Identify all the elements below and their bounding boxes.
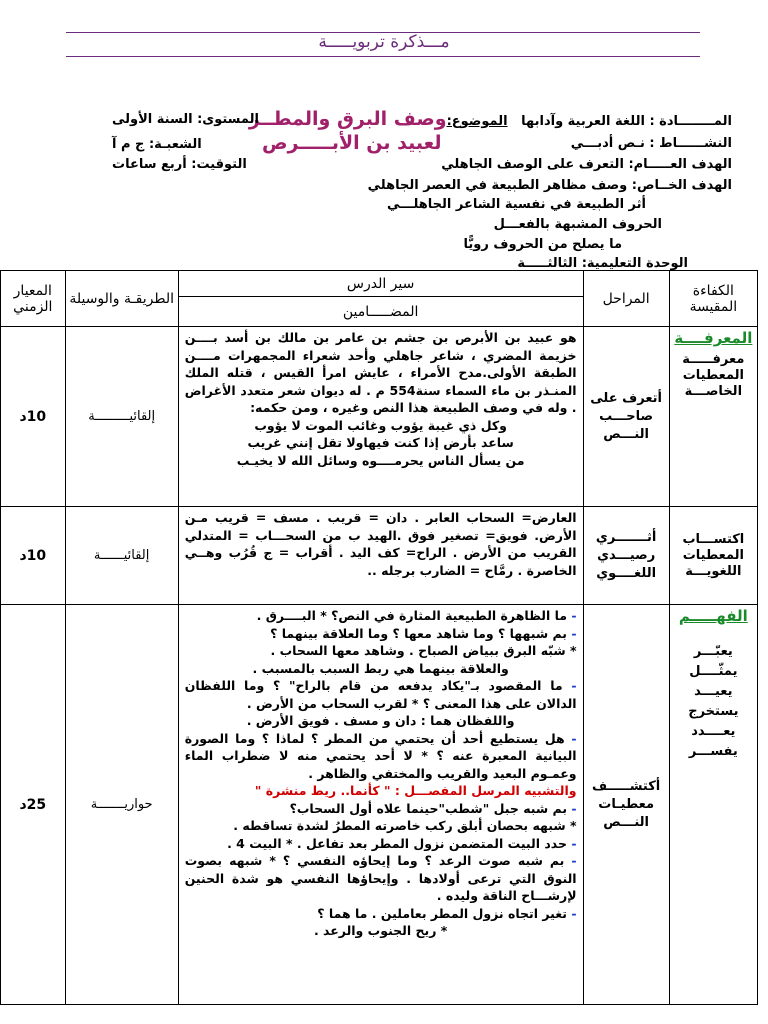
header-progress: سير الدرس [178, 271, 583, 297]
content-line [185, 800, 577, 818]
general-goal-value: التعرف على الوصف الجاهلي [441, 157, 624, 172]
content-line: والعلاقة بينهما هي ربط السبب بالمسبب . [252, 660, 509, 676]
stage-cell: أثـــــــري رصيـــدي اللغــــوي [583, 507, 669, 605]
competency-cell [669, 507, 757, 605]
method-cell: إلقائيـــــــــة [65, 327, 178, 507]
branch-value: ج م آ [112, 137, 145, 152]
unit-value: الثالثـــــة [517, 256, 578, 271]
title-rule-bottom [66, 56, 700, 57]
dash-bullet: - [567, 800, 577, 816]
content-line [185, 677, 577, 712]
content-cell [178, 507, 583, 605]
dash-bullet: - [562, 678, 577, 693]
timing-label: التوقيت: [191, 157, 247, 172]
content-line: * ريح الجنوب والرعد . [313, 923, 448, 938]
competency-heading: المعرفــــة [674, 329, 753, 347]
goal-line-2: أثر الطبيعة في نفسية الشاعر الجاهلـــي [386, 197, 646, 212]
poem-verse: من يسأل الناس يحرمــــوه وسائل الله لا يخيـب [236, 452, 525, 468]
lesson-plan-table [0, 270, 758, 1005]
level-value: السنة الأولى [112, 112, 193, 127]
competency-text: يعبّـــر يمثّــــل يعيـــد يستخرج يعــــدد يفســـر [688, 644, 739, 759]
content-paragraph: هو عبيد بن الأبرص بن جشم بن عامر بن مالك بن أسد بــــن خزيمة المضري ، شاعر جاهلي وأحد شعراء المجمهرات مــــن الطبقة الأولى.مدح الأمراء ، عايش امرأ القيس ، قتله الملك المنـذر بن ماء السماء سنة554 م . له ديوان شعر متعدد الأغراض . وله في وصف الطبيعة هذا النص وغيره ، ومن حكمه: [184, 330, 577, 415]
time-cell: 10د [1, 327, 66, 507]
content-line [185, 835, 577, 853]
content-cell [178, 605, 583, 1005]
competency-cell [669, 605, 757, 1005]
content-line [185, 625, 577, 643]
dash-bullet: - [564, 730, 577, 746]
content-line-text: حدد البيت المتضمن نزول المطر بعد تفاعل . * البيت 4 . [227, 835, 568, 851]
content-line: والتشبيه المرسل المفصـــل : " كأنما.. ريط منشرة " [254, 783, 577, 798]
content-line-text: ما المقصود بـ"يكاد يدفعه من قام بالراح" ؟ وما اللفظان الدالان على هذا المعنى ؟ * لقرب السحاب من الأرض . [184, 678, 577, 711]
content-line-text: بم شبه جبل "شطب"حينما علاه أول السحاب؟ [289, 800, 568, 816]
header-method: الطريقـة والوسيلة [65, 271, 178, 327]
general-goal-label: الهدف العـــــام: [628, 157, 732, 172]
content-line-text: بم شبه صوت الرعد ؟ وما إيحاؤه النفسي ؟ * شبهه بصوت النوق التي ترعى أولادها . وإيحاؤها النفسي هو شدة الحنين لإرشـــاح الناقة وليده . [184, 853, 577, 903]
subject-line [249, 108, 732, 130]
specific-goal-label: الهدف الخــاص: [631, 178, 732, 193]
stage-cell: أتعرف على صاحـــب النـــص [583, 327, 669, 507]
competency-text: معرفـــــة المعطيات الخاصـــة [682, 352, 745, 399]
time-cell: 10د [1, 507, 66, 605]
content-cell [178, 327, 583, 507]
unit-label: الوحدة التعليمية: [581, 256, 688, 271]
branch-label: الشعبـة: [148, 137, 202, 152]
content-line-text: بم شبهها ؟ وما شاهد معها ؟ وما العلاقة بينهما ؟ [270, 625, 568, 641]
dash-bullet: - [567, 835, 577, 851]
poem-verse: وكل ذي غيبة يؤوب وغائب الموت لا يؤوب [254, 417, 507, 433]
topic-label: الموضوع: [446, 114, 508, 129]
method-cell: حواريـــــــة [65, 605, 178, 1005]
stage-cell: أكتشـــــف معطيـات النـــص [583, 605, 669, 1005]
table-row [1, 605, 758, 1005]
dash-bullet: - [567, 625, 577, 641]
header-stages: المراحل [583, 271, 669, 327]
table-row [1, 327, 758, 507]
header-time: المعيار الزمني [1, 271, 66, 327]
content-line [185, 852, 577, 905]
content-line-text: هل يستطيع أحد أن يحتمي من المطر ؟ لماذا ؟ وما الصورة البيانية المعبرة عنه ؟ * لا أحد يحتمي منه لا ضطراب الماء وعمـوم البعيد والقريب والمختفي والظاهر . [184, 730, 577, 781]
goal-line-3: الحروف المشبهة بالفعـــل [493, 217, 662, 232]
header-contents: المضـــــامين [178, 297, 583, 327]
activity-value: نـص أدبـــي [570, 136, 645, 151]
goal-line-4: ما يصلح من الحروف رويًّا [463, 237, 622, 252]
general-goal-line [441, 157, 732, 172]
subject-label: المــــــــادة : [649, 114, 732, 129]
subject-value: اللغة العربية وآدابها [521, 114, 645, 129]
content-line: * شبهه بحصان أبلق ركب خاصرته المطرُ لشدة تساقطه . [233, 818, 577, 833]
unit-line [517, 256, 688, 271]
dash-bullet: - [567, 905, 577, 921]
content-line-text: ما الظاهرة الطبيعية المثارة في النص؟ * البــــرق . [256, 608, 568, 623]
competency-heading: الفهـــــم [678, 607, 748, 625]
activity-label: النشــــــاط : [649, 136, 732, 151]
specific-goal-value: وصف مظاهر الطبيعة في العصر الجاهلي [367, 178, 628, 193]
time-cell: 25د [1, 605, 66, 1005]
content-line: * شبّه البرق ببياض الصباح . وشاهد معها السحاب . [270, 643, 577, 658]
content-line [185, 607, 577, 625]
competency-text: اكتســـاب المعطيات اللغويـــة [682, 531, 745, 579]
content-line-text: تغير اتجاه نزول المطر بعاملين . ما هما ؟ [317, 905, 568, 921]
specific-goal-line [368, 178, 732, 193]
activity-line [571, 136, 732, 151]
topic-value: وصف البرق والمطــر [248, 108, 447, 130]
content-line [185, 905, 577, 923]
competency-cell [669, 327, 757, 507]
level-label: المستوى: [197, 112, 259, 127]
content-paragraph: العارض= السحاب العابر . دان = قريب . مسف = قريب مـن الأرض. فويق= تصغير فوق .الهيد ب من السحـــاب = المتدلي القريب من الأرض . الراح= كف اليد . أقراب = ج قُرُب وهــي الخاصرة . رمَّاح = الضارب برجله .. [184, 510, 577, 578]
header-competency: الكفاءة المقيسة [669, 271, 757, 327]
branch-line [112, 137, 202, 152]
content-line: واللفظان هما : دان و مسف . فويق الأرض . [246, 713, 515, 728]
timing-line [112, 157, 247, 172]
poem-verse: ساعد بأرض إذا كنت فيهاولا تقل إنني غريب [247, 435, 514, 450]
dash-bullet: - [567, 608, 577, 623]
table-row [1, 507, 758, 605]
method-cell: إلقائيــــــة [65, 507, 178, 605]
document-title: مـــذكرة تربويـــــة [318, 32, 450, 52]
timing-value: أربع ساعات [112, 157, 187, 172]
dash-bullet: - [564, 853, 577, 868]
content-line [185, 730, 577, 783]
poet-name: لعبيد بن الأبـــــرص [262, 132, 442, 154]
level-line [112, 112, 259, 127]
